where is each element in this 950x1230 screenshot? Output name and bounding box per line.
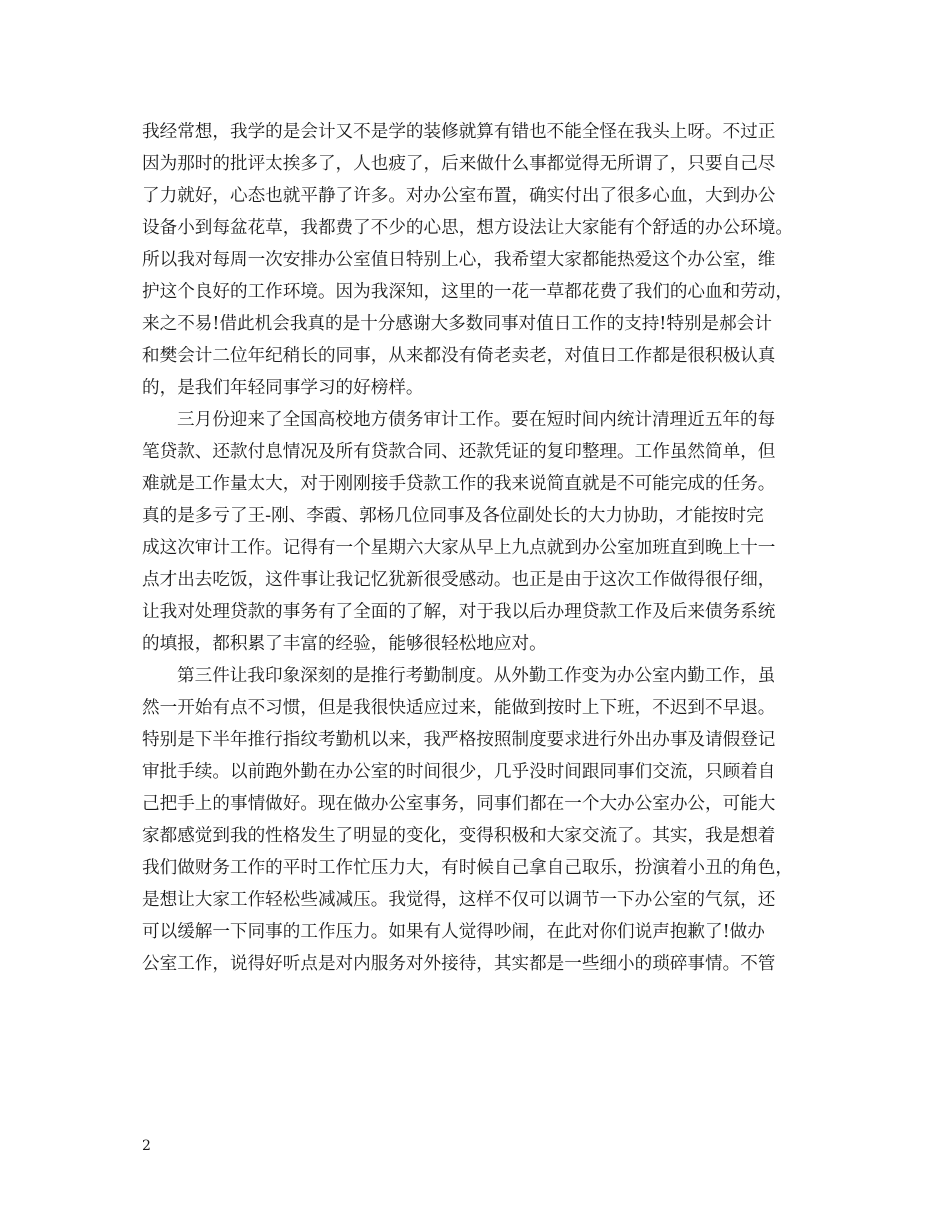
text-line: 审批手续。以前跑外勤在办公室的时间很少，几乎没时间跟同事们交流，只顾着自 [142,762,776,782]
text-line: 点才出去吃饭，这件事让我记忆犹新很受感动。也正是由于这次工作做得很仔细， [142,570,776,590]
text-line: 是想让大家工作轻松些减减压。我觉得，这样不仅可以调节一下办公室的气氛，还 [142,890,776,910]
text-line: 了力就好，心态也就平静了许多。对办公室布置，确实付出了很多心血，大到办公 [142,186,776,206]
text-line: 成这次审计工作。记得有一个星期六大家从早上九点就到办公室加班直到晚上十一 [142,538,776,558]
text-line: 来之不易!借此机会我真的是十分感谢大多数同事对值日工作的支持!特别是郝会计 [142,314,772,334]
text-line: 设备小到每盆花草，我都费了不少的心思，想方设法让大家能有个舒适的办公环境。 [142,218,793,238]
text-line: 笔贷款、还款付息情况及所有贷款合同、还款凭证的复印整理。工作虽然简单，但 [142,442,776,462]
text-line: 因为那时的批评太挨多了，人也疲了，后来做什么事都觉得无所谓了，只要自己尽 [142,154,776,174]
text-line: 和樊会计二位年纪稍长的同事，从来都没有倚老卖老，对值日工作都是很积极认真 [142,346,776,366]
text-line: 可以缓解一下同事的工作压力。如果有人觉得吵闹，在此对你们说声抱歉了!做办 [142,922,765,942]
text-line: 让我对处理贷款的事务有了全面的了解，对于我以后办理贷款工作及后来债务系统 [142,602,776,622]
text-line: 护这个良好的工作环境。因为我深知，这里的一花一草都花费了我们的心血和劳动， [142,282,793,302]
text-line: 的填报，都积累了丰富的经验，能够很轻松地应对。 [142,634,547,654]
text-line: 家都感觉到我的性格发生了明显的变化，变得积极和大家交流了。其实，我是想着 [142,826,776,846]
text-line: 公室工作，说得好听点是对内服务对外接待，其实都是一些细小的琐碎事情。不管 [142,954,776,974]
text-line: 难就是工作量太大，对于刚刚接手贷款工作的我来说简直就是不可能完成的任务。 [142,474,776,494]
text-line: 的，是我们年轻同事学习的好榜样。 [142,378,424,398]
text-line: 真的是多亏了王-刚、李霞、郭杨几位同事及各位副处长的大力协助，才能按时完 [142,506,764,526]
text-line: 特别是下半年推行指纹考勤机以来，我严格按照制度要求进行外出办事及请假登记 [142,730,776,750]
paragraph-start-line: 三月份迎来了全国高校地方债务审计工作。要在短时间内统计清理近五年的每 [177,410,776,430]
text-line: 我经常想，我学的是会计又不是学的装修就算有错也不能全怪在我头上呀。不过正 [142,122,776,142]
body-text [142,116,832,980]
page-number: 2 [142,1138,151,1154]
text-line: 我们做财务工作的平时工作忙压力大，有时候自己拿自己取乐，扮演着小丑的角色， [142,858,793,878]
text-line: 所以我对每周一次安排办公室值日特别上心，我希望大家都能热爱这个办公室，维 [142,250,776,270]
text-line: 己把手上的事情做好。现在做办公室事务，同事们都在一个大办公室办公，可能大 [142,794,776,814]
paragraph-start-line: 第三件让我印象深刻的是推行考勤制度。从外勤工作变为办公室内勤工作，虽 [177,666,776,686]
text-line: 然一开始有点不习惯，但是我很快适应过来，能做到按时上下班，不迟到不早退。 [142,698,776,718]
